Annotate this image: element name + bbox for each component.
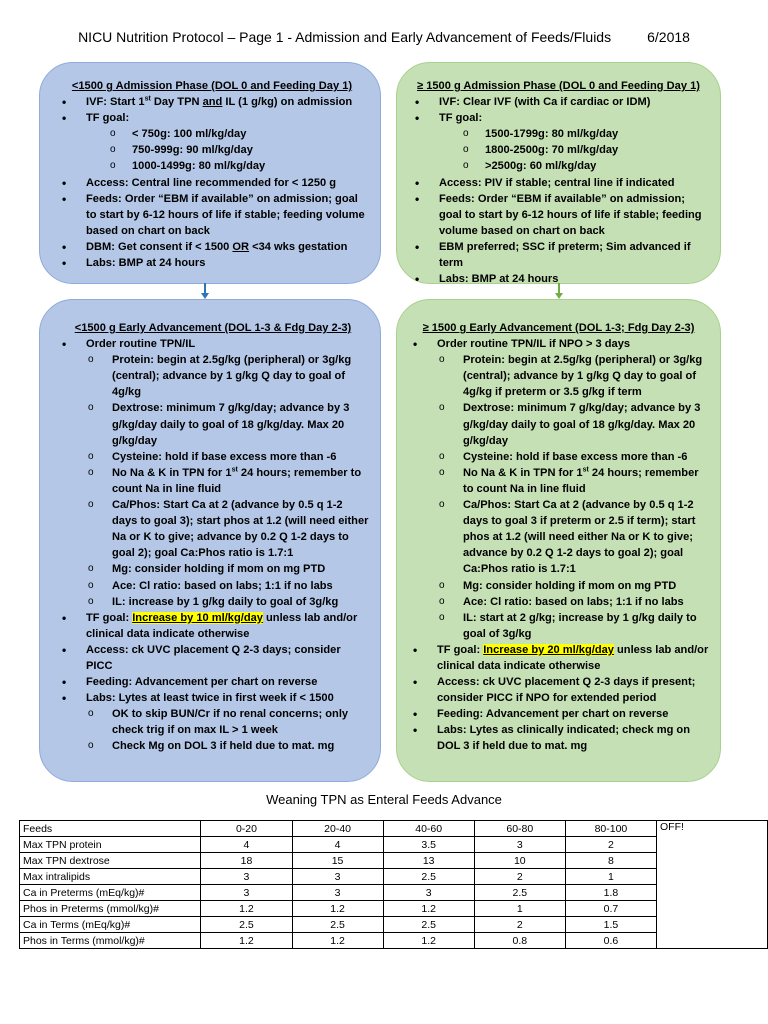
row-label-cell: Ca in Terms (mEq/kg)# <box>20 917 201 933</box>
off-column-cell <box>656 901 767 917</box>
header-cell: 60-80 <box>474 821 565 837</box>
table-row <box>20 869 768 885</box>
na-k-subitem: o No Na & K in TPN for 1st 24 hours; remember to count Na in line fluid <box>56 465 370 497</box>
header-cell: 80-100 <box>565 821 656 837</box>
tf-goal-item: • TF goal: <box>409 110 708 126</box>
labs-subitem: o OK to skip BUN/Cr if no renal concerns; only check trig if on max IL > 1 week <box>56 706 370 738</box>
cysteine-subitem: o Cysteine: hold if base excess more than -6 <box>407 449 710 465</box>
dextrose-subitem: o Dextrose: minimum 7 g/kg/day; advance by 3 g/kg/day daily to goal of 18 g/kg/day. Max 20 g/kg/day <box>56 400 370 448</box>
value-cell: 1 <box>474 901 565 917</box>
value-cell: 0.6 <box>565 933 656 949</box>
ca-phos-subitem: o Ca/Phos: Start Ca at 2 (advance by 0.5 q 1-2 days to goal 3 if preterm or 2.5 if term); start phos at 1.2 (will need either Na or K to give; advance by 0.2 Q 1-2 days to goal 2); goal Ca:Phos ratio is 1.7:1 <box>407 497 710 577</box>
early-advancement-under-1500-box <box>39 299 381 782</box>
il-subitem: o IL: increase by 1 g/kg daily to goal of 3g/kg <box>56 594 370 610</box>
access-item: • Access: PIV if stable; central line if indicated <box>409 175 708 191</box>
value-cell: 2 <box>474 869 565 885</box>
value-cell: 3 <box>201 885 292 901</box>
dbm-item: • DBM: Get consent if < 1500 OR <34 wks gestation <box>56 239 368 255</box>
off-column-cell <box>656 917 767 933</box>
value-cell: 2.5 <box>201 917 292 933</box>
value-cell: 1.2 <box>201 933 292 949</box>
value-cell: 4 <box>201 837 292 853</box>
row-label-cell: Max intralipids <box>20 869 201 885</box>
access-item: • Access: ck UVC placement Q 2-3 days; consider PICC <box>56 642 370 674</box>
value-cell: 1.5 <box>565 917 656 933</box>
header-cell: 0-20 <box>201 821 292 837</box>
tf-subitem: o 750-999g: 90 ml/kg/day <box>56 142 368 158</box>
feeding-item: • Feeding: Advancement per chart on reverse <box>56 674 370 690</box>
feeds-item: • Feeds: Order “EBM if available” on admission; goal to start by 6-12 hours of life if stable; feeding volume based on chart on back <box>409 191 708 239</box>
mg-subitem: o Mg: consider holding if mom on mg PTD <box>407 578 710 594</box>
value-cell: 2.5 <box>474 885 565 901</box>
labs-subitem: o Check Mg on DOL 3 if held due to mat. mg <box>56 738 370 754</box>
document-title <box>0 29 768 45</box>
off-cell: OFF! <box>656 821 767 837</box>
value-cell: 1.2 <box>292 933 383 949</box>
value-cell: 1.2 <box>383 933 474 949</box>
tf-goal-item: • TF goal: Increase by 10 ml/kg/day unless lab and/or clinical data indicate otherwise <box>56 610 370 642</box>
off-column-cell <box>656 837 767 853</box>
value-cell: 2.5 <box>292 917 383 933</box>
tf-goal-item: • TF goal: <box>56 110 368 126</box>
arrow-down-icon <box>558 283 560 295</box>
table-row <box>20 885 768 901</box>
value-cell: 0.7 <box>565 901 656 917</box>
value-cell: 2.5 <box>383 869 474 885</box>
value-cell: 3 <box>292 885 383 901</box>
row-label-cell: Max TPN protein <box>20 837 201 853</box>
off-column-cell <box>656 869 767 885</box>
ace-cl-subitem: o Ace: Cl ratio: based on labs; 1:1 if no labs <box>407 594 710 610</box>
row-label-cell: Max TPN dextrose <box>20 853 201 869</box>
cysteine-subitem: o Cysteine: hold if base excess more than -6 <box>56 449 370 465</box>
bullet-list <box>56 94 368 271</box>
ace-cl-subitem: o Ace: Cl ratio: based on labs; 1:1 if no labs <box>56 578 370 594</box>
labs-item: • Labs: Lytes at least twice in first week if < 1500 <box>56 690 370 706</box>
labs-item: • Labs: BMP at 24 hours <box>56 255 368 271</box>
row-label-cell: Phos in Terms (mmol/kg)# <box>20 933 201 949</box>
box-heading: <1500 g Early Advancement (DOL 1-3 & Fdg Day 2-3) <box>74 322 352 334</box>
value-cell: 2.5 <box>383 917 474 933</box>
off-column-cell <box>656 853 767 869</box>
header-cell: 20-40 <box>292 821 383 837</box>
na-k-subitem: o No Na & K in TPN for 1st 24 hours; remember to count Na in line fluid <box>407 465 710 497</box>
value-cell: 3 <box>383 885 474 901</box>
row-label-cell: Phos in Preterms (mmol/kg)# <box>20 901 201 917</box>
weaning-table-body <box>20 821 768 949</box>
bullet-list <box>409 94 708 287</box>
feeding-item: • Feeding: Advancement per chart on reverse <box>407 706 710 722</box>
table-row <box>20 837 768 853</box>
box-heading: <1500 g Admission Phase (DOL 0 and Feeding Day 1) <box>71 80 353 92</box>
labs-item: • Labs: Lytes as clinically indicated; check mg on DOL 3 if held due to mat. mg <box>407 722 710 754</box>
value-cell: 3 <box>292 869 383 885</box>
value-cell: 4 <box>292 837 383 853</box>
value-cell: 2 <box>565 837 656 853</box>
highlighted-rate: Increase by 10 ml/kg/day <box>132 611 263 624</box>
value-cell: 13 <box>383 853 474 869</box>
value-cell: 3 <box>201 869 292 885</box>
table-header-row <box>20 821 768 837</box>
value-cell: 0.8 <box>474 933 565 949</box>
ivf-item: • IVF: Clear IVF (with Ca if cardiac or IDM) <box>409 94 708 110</box>
il-subitem: o IL: start at 2 g/kg; increase by 1 g/kg daily to goal of 3g/kg <box>407 610 710 642</box>
bullet-list <box>407 336 710 754</box>
value-cell: 3.5 <box>383 837 474 853</box>
value-cell: 18 <box>201 853 292 869</box>
dextrose-subitem: o Dextrose: minimum 7 g/kg/day; advance by 3 g/kg/day daily to goal of 18 g/kg/day. Max 20 g/kg/day <box>407 400 710 448</box>
bullet-list <box>56 336 370 754</box>
value-cell: 15 <box>292 853 383 869</box>
ca-phos-subitem: o Ca/Phos: Start Ca at 2 (advance by 0.5 q 1-2 days to goal 3); start phos at 1.2 (will need either Na or K to give; advance by 0.2 Q 1-2 days to goal 2); goal Ca:Phos ratio is 1.7:1 <box>56 497 370 561</box>
value-cell: 1.2 <box>292 901 383 917</box>
value-cell: 8 <box>565 853 656 869</box>
box-heading: ≥ 1500 g Admission Phase (DOL 0 and Feeding Day 1) <box>417 80 700 92</box>
header-cell: 40-60 <box>383 821 474 837</box>
access-item: • Access: Central line recommended for < 1250 g <box>56 175 368 191</box>
value-cell: 1 <box>565 869 656 885</box>
tf-subitem: o 1800-2500g: 70 ml/kg/day <box>409 142 708 158</box>
weaning-table <box>19 820 768 949</box>
table-row <box>20 933 768 949</box>
value-cell: 1.2 <box>201 901 292 917</box>
row-label-cell: Ca in Preterms (mEq/kg)# <box>20 885 201 901</box>
order-item: • Order routine TPN/IL <box>56 336 370 352</box>
admission-under-1500-box <box>39 62 381 284</box>
off-column-cell <box>656 885 767 901</box>
table-row <box>20 917 768 933</box>
title-text: NICU Nutrition Protocol – Page 1 - Admission and Early Advancement of Feeds/Fluids <box>78 29 612 45</box>
early-advancement-over-1500-box <box>396 299 721 782</box>
feeds-item: • Feeds: Order “EBM if available” on admission; goal to start by 6-12 hours of life if stable; feeding volume based on chart on back <box>56 191 368 239</box>
mg-subitem: o Mg: consider holding if mom on mg PTD <box>56 561 370 577</box>
date-text: 6/2018 <box>647 29 690 45</box>
tf-subitem: o >2500g: 60 ml/kg/day <box>409 158 708 174</box>
value-cell: 2 <box>474 917 565 933</box>
box-heading: ≥ 1500 g Early Advancement (DOL 1-3; Fdg Day 2-3) <box>422 322 695 334</box>
value-cell: 1.2 <box>383 901 474 917</box>
value-cell: 1.8 <box>565 885 656 901</box>
ebm-item: • EBM preferred; SSC if preterm; Sim advanced if term <box>409 239 708 271</box>
header-cell: Feeds <box>20 821 201 837</box>
value-cell: 10 <box>474 853 565 869</box>
off-column-cell <box>656 933 767 949</box>
highlighted-rate: Increase by 20 ml/kg/day <box>483 643 614 656</box>
tf-subitem: o 1000-1499g: 80 ml/kg/day <box>56 158 368 174</box>
order-item: • Order routine TPN/IL if NPO > 3 days <box>407 336 710 352</box>
ivf-item: • IVF: Start 1st Day TPN and IL (1 g/kg) on admission <box>56 94 368 110</box>
access-item: • Access: ck UVC placement Q 2-3 days if present; consider PICC if NPO for extended period <box>407 674 710 706</box>
table-row <box>20 901 768 917</box>
tf-subitem: o < 750g: 100 ml/kg/day <box>56 126 368 142</box>
table-row <box>20 853 768 869</box>
labs-item: • Labs: BMP at 24 hours <box>409 271 708 287</box>
value-cell: 3 <box>474 837 565 853</box>
arrow-down-icon <box>204 283 206 295</box>
protein-subitem: o Protein: begin at 2.5g/kg (peripheral) or 3g/kg (central); advance by 1 g/kg Q day to goal of 4g/kg <box>56 352 370 400</box>
weaning-table-title: Weaning TPN as Enteral Feeds Advance <box>266 792 502 807</box>
tf-goal-item: • TF goal: Increase by 20 ml/kg/day unless lab and/or clinical data indicate otherwise <box>407 642 710 674</box>
protein-subitem: o Protein: begin at 2.5g/kg (peripheral) or 3g/kg (central); advance by 1 g/kg Q day to goal of 4g/kg if preterm or 3.5 g/kg if term <box>407 352 710 400</box>
admission-over-1500-box <box>396 62 721 284</box>
tf-subitem: o 1500-1799g: 80 ml/kg/day <box>409 126 708 142</box>
